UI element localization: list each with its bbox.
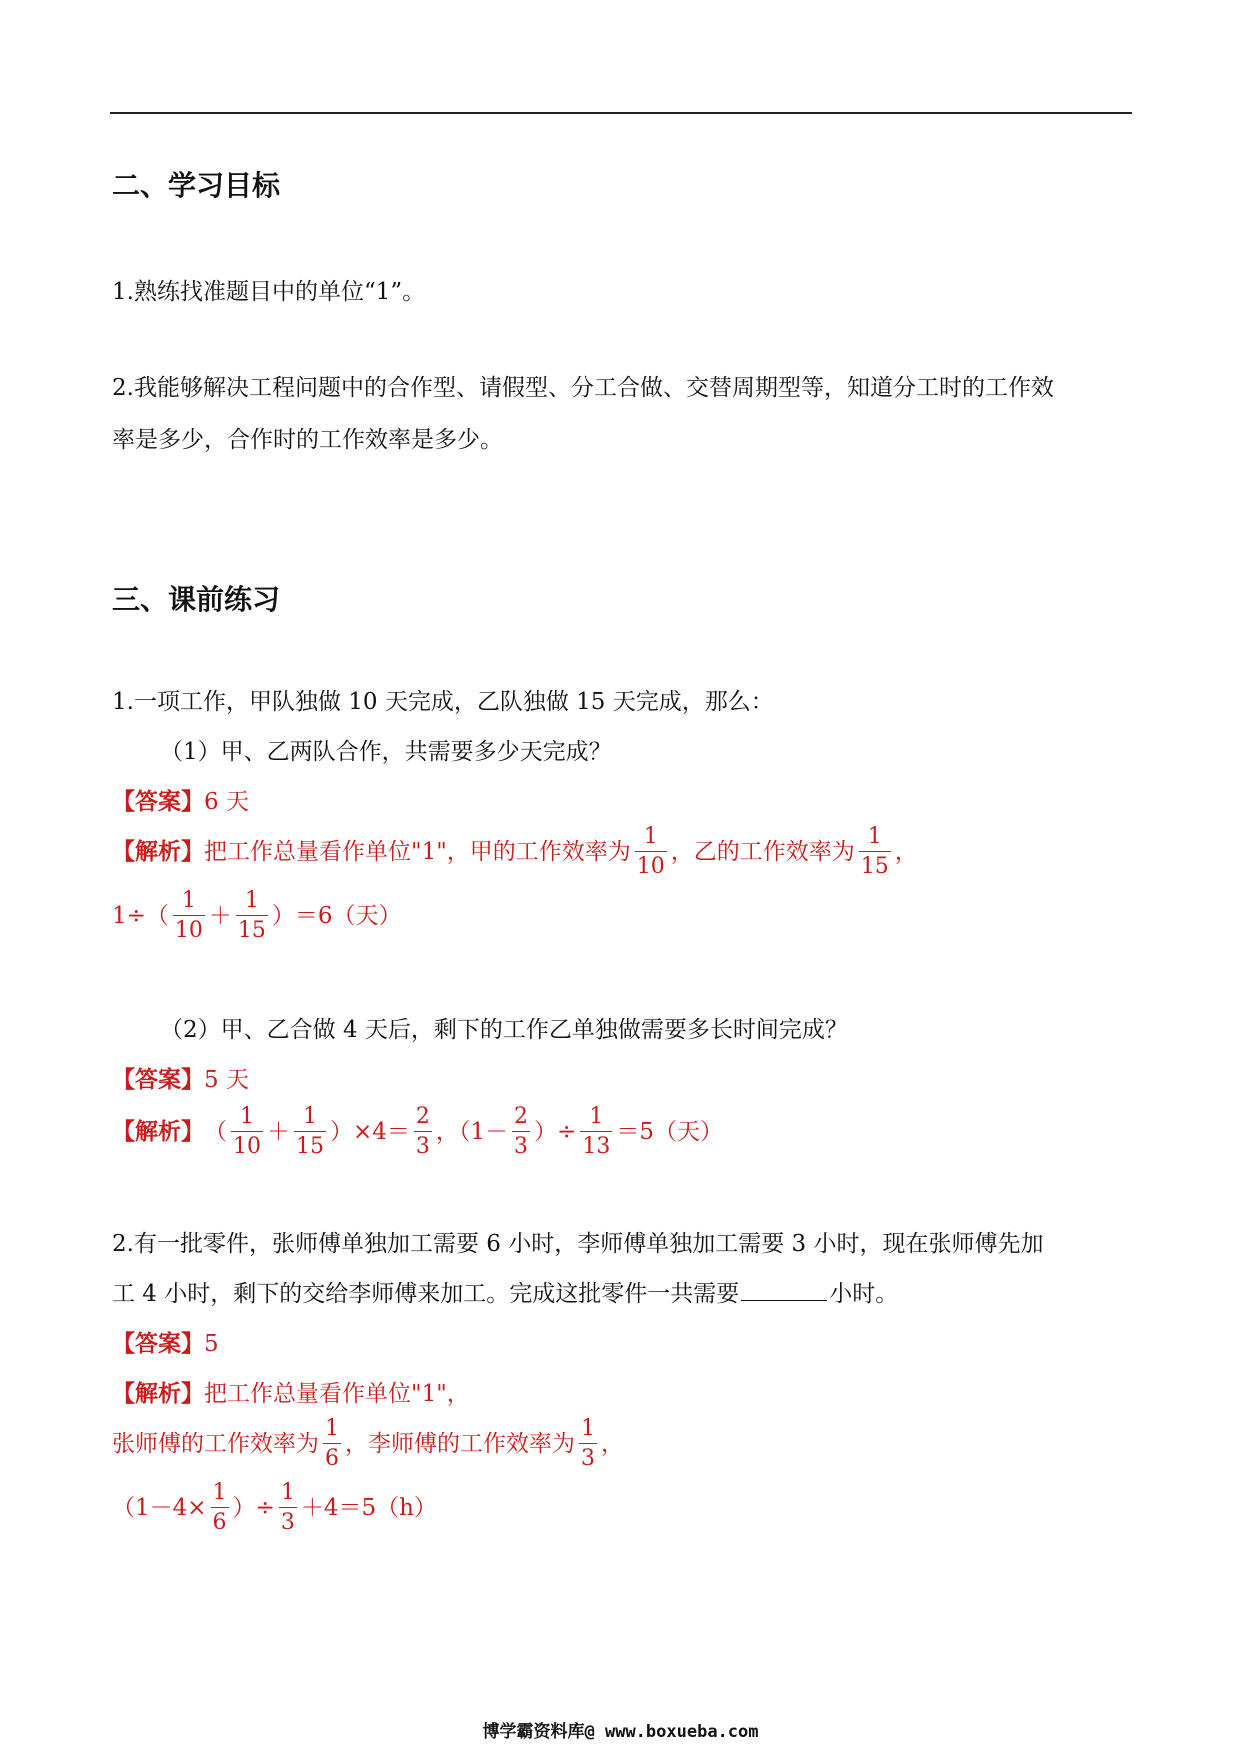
fraction: $\frac{1}{6}$ — [212, 1480, 227, 1535]
fraction: $\frac{2}{3}$ — [415, 1104, 430, 1159]
fraction: $\frac{1}{15}$ — [296, 1104, 324, 1159]
q1-sub1-analysis-line-1 — [112, 826, 918, 878]
analysis-text: ，乙的工作效率为 — [670, 839, 855, 865]
goal-1: 1.熟练找准题目中的单位“1”。 — [112, 279, 426, 305]
goal-2-line-1: 2.我能够解决工程问题中的合作型、请假型、分工合做、交替周期型等，知道分工时的工作效 — [112, 375, 1054, 401]
fraction: $\frac{1}{6}$ — [325, 1416, 339, 1471]
answer-value: 6 天 — [204, 789, 249, 815]
fraction: $\frac{1}{10}$ — [233, 1104, 261, 1159]
answer-blank[interactable] — [741, 1278, 827, 1301]
goal-2-line-2: 率是多少，合作时的工作效率是多少。 — [112, 427, 503, 453]
analysis-text: （1－4× — [112, 1495, 207, 1521]
section-2-title: 二、学习目标 — [112, 169, 281, 202]
q2-stem-line-2 — [112, 1278, 898, 1310]
answer-value: 5 — [204, 1331, 219, 1357]
answer-tag: 【答案】 — [112, 1331, 204, 1357]
analysis-tag: 【解析】 — [112, 1119, 204, 1145]
q2-analysis-line-3 — [112, 1482, 437, 1534]
analysis-text: ＋4＝5（h） — [300, 1495, 437, 1521]
analysis-tag: 【解析】 — [112, 839, 204, 865]
q2-answer — [112, 1328, 219, 1360]
fraction: $\frac{1}{3}$ — [280, 1480, 295, 1535]
analysis-text: ，李师傅的工作效率为 — [345, 1431, 575, 1457]
q1-sub2-analysis — [112, 1106, 723, 1158]
q1-sub2-question: （2）甲、乙合做 4 天后，剩下的工作乙单独做需要多长时间完成？ — [160, 1017, 848, 1043]
analysis-text: ）÷ — [232, 1495, 275, 1521]
q1-sub1-analysis-line-2 — [112, 890, 402, 942]
analysis-text: 1÷（ — [112, 903, 169, 929]
fraction: $\frac{1}{15}$ — [237, 888, 266, 943]
q2-analysis-line-2 — [112, 1418, 624, 1470]
fraction: $\frac{2}{3}$ — [514, 1104, 529, 1159]
fraction: $\frac{1}{15}$ — [860, 824, 889, 879]
analysis-text: ， — [894, 839, 918, 865]
analysis-text: 张师傅的工作效率为 — [112, 1431, 319, 1457]
q1-sub2-answer — [112, 1064, 249, 1096]
q1-sub1-answer — [112, 786, 249, 818]
analysis-text: ＋ — [267, 1119, 290, 1145]
analysis-text: 把工作总量看作单位"1"， — [204, 1381, 470, 1407]
analysis-text: ， — [601, 1431, 624, 1457]
q2-stem-text: 工 4 小时，剩下的交给李师傅来加工。完成这批零件一共需要 — [112, 1281, 740, 1307]
analysis-text: ，（1－ — [435, 1119, 509, 1145]
q2-analysis-line-1 — [112, 1378, 470, 1410]
analysis-text: ）＝6（天） — [271, 903, 402, 929]
answer-value: 5 天 — [204, 1067, 249, 1093]
q2-stem-text: 小时。 — [829, 1281, 899, 1307]
answer-tag: 【答案】 — [112, 1067, 204, 1093]
answer-tag: 【答案】 — [112, 789, 204, 815]
analysis-text: ）×4＝ — [330, 1119, 410, 1145]
fraction: $\frac{1}{10}$ — [174, 888, 203, 943]
analysis-text: （ — [204, 1119, 227, 1145]
analysis-tag: 【解析】 — [112, 1381, 204, 1407]
footer-watermark: 博学霸资料库@ www.boxueba.com — [482, 1722, 759, 1742]
analysis-text: 把工作总量看作单位"1"，甲的工作效率为 — [204, 839, 631, 865]
analysis-text: ）÷ — [534, 1119, 577, 1145]
q1-sub1-question: （1）甲、乙两队合作，共需要多少天完成？ — [160, 739, 612, 765]
fraction: $\frac{1}{3}$ — [581, 1416, 595, 1471]
q2-stem-line-1: 2.有一批零件，张师傅单独加工需要 6 小时，李师傅单独加工需要 3 小时，现在张师傅先加 — [112, 1231, 1044, 1257]
section-3-title: 三、课前练习 — [112, 583, 281, 616]
header-rule — [110, 112, 1132, 114]
q1-stem: 1.一项工作，甲队独做 10 天完成，乙队独做 15 天完成，那么： — [112, 689, 774, 715]
fraction: $\frac{1}{10}$ — [636, 824, 665, 879]
fraction: $\frac{1}{13}$ — [582, 1104, 611, 1159]
analysis-text: ＝5（天） — [616, 1119, 723, 1145]
analysis-text: ＋ — [208, 903, 232, 929]
